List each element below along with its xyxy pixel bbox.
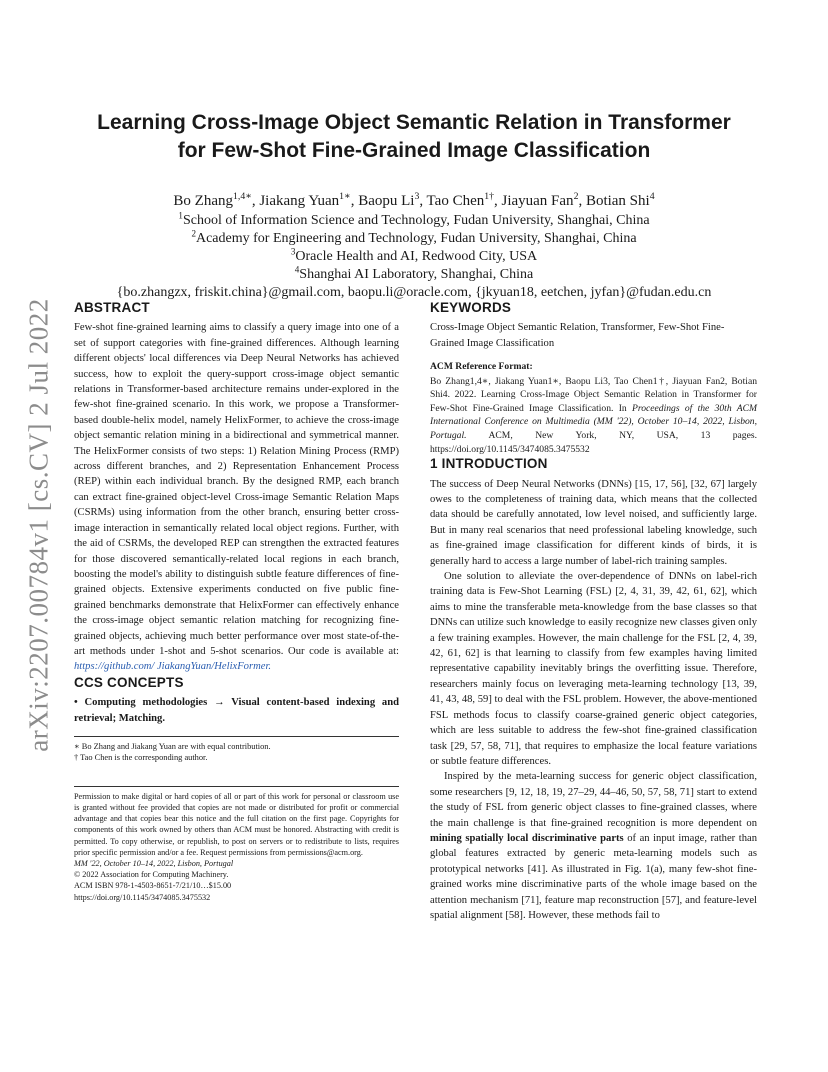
doi-line: https://doi.org/10.1145/3474085.3475532 [74,892,211,902]
author-sup: 1† [484,191,494,202]
copyright-line: © 2022 Association for Computing Machinery. [74,870,229,880]
affiliation: $^2$Academy for Engineering and Technology, Fudan University, Shanghai, China [191,228,637,246]
author-list: Bo Zhang$^{1,4∗}$, Jiakang Yuan$^{1∗}$, Baopu Li$^3$, Tao Chen$^{1\dagger}$, Jiayuan Fan$^2$, Botian Shi$^4$ [173,191,655,209]
author-sup: 3 [414,191,420,202]
author-sup: 4 [649,191,655,202]
right-column [430,300,757,923]
author-name: Baopu Li [358,193,415,209]
arxiv-id: arXiv:2207.00784v1 [cs.CV] 2 Jul 2022 [23,298,54,752]
paper-title [60,109,768,165]
author-block [60,192,768,302]
author-name: Botian Shi [585,193,650,209]
introduction-heading: 1 INTRODUCTION [430,456,548,472]
abstract-text: Few-shot fine-grained learning aims to classify a query image into one of a set of support categories with fine-grained differences. Although learning different objects' local differences via Deep Neural Networks has achieved success, how to exploit the query-support cross-image object semantic relations in Transformer-based architecture remains under-explored in the few-shot fine-grained scenario. In this work, we propose a Transformer-based double-helix model, namely HelixFormer, to achieve the cross-image object semantic relation mining in a bidirectional and symmetrical manner. The HelixFormer consists of two steps: 1) Relation Mining Process (RMP) across different branches, and 2) Representation Enhancement Process (REP) within each individual branch. By the designed RMP, each branch can extract fine-grained object-level Cross-image Semantic Relation Maps (CSRMs) using information from the other branch, ensuring better cross-image interaction in semantically related local object regions. Further, with the aid of CSRMs, the developed REP can strengthen the extracted features for those discovered semantically-related local regions in each branch, boosting the model's ability to distinguish subtle feature differences of fine-grained objects. Extensive experiments conducted on five public fine-grained benchmarks demonstrate that HelixFormer can effectively enhance the cross-image object semantic relation matching for recognizing fine-grained objects, achieving much better performance over most state-of-the-art methods under 1-shot and 5-shot scenarios. Our code is available at: https://github.com/ JiakangYuan/HelixFormer. [74,322,399,673]
intro-paragraph: One solution to alleviate the over-dependence of DNNs on label-rich training data is Few-Shot Learning (FSL) [2, 4, 31, 39, 42, 61, 62], which aims to mine the transferable meta-knowledge from the base classes so that DNNs can utilize such knowledge to easily recognize new classes given only a few training examples. However, the main challenge for the FSL [2, 4, 39, 42, 61, 62] is that learning to classify from few examples having limited representative capability inevitably brings the overfitting issue. Therefore, researchers mainly focus on leveraging meta-learning technology [13, 39, 41, 43, 48, 59] to deal with the FSL problem. However, the above-mentioned FSL methods focus to classify coarse-grained generic object categories, which are less suitable to address the few-shot fine-grained classification task [29, 57, 58, 71], that requires to emphasize the local feature variations or subtle feature differences. [430,571,757,767]
author-name: Bo Zhang [173,193,233,209]
footnote: † Tao Chen is the corresponding author. [74,753,208,763]
author-name: Jiayuan Fan [501,193,574,209]
ccs-heading: CCS CONCEPTS [74,674,184,690]
footnote: ∗ Bo Zhang and Jiakang Yuan are with equal contribution. [74,741,271,751]
affiliation: $^3$Oracle Health and AI, Redwood City, USA [290,246,538,264]
copyright-block [74,791,399,903]
author-name: Tao Chen [426,193,485,209]
affiliation: $^1$School of Information Science and Technology, Fudan University, Shanghai, China [178,210,650,228]
title-line-2: for Few-Shot Fine-Grained Image Classification [177,139,651,162]
author-sup: 1,4∗ [233,191,252,202]
venue-line: MM '22, October 10–14, 2022, Lisbon, Portugal [74,859,234,868]
author-sup: 2 [573,191,579,202]
author-emails: {bo.zhangzx, friskit.china}@gmail.com, baopu.li@oracle.com, {jkyuan18, eetchen, jyfan}@fudan.edu.cn [116,285,712,300]
intro-paragraph: The success of Deep Neural Networks (DNNs) [15, 17, 56], [32, 67] largely owes to the completeness of training data, which means that the collected data should be carefully annotated, low level noised, and sufficiently large. But in many real scenarios that need professional labeling knowledge, such as fine-grained image classification for different kinds of birds, it is generally hard to access a large number of label-rich training samples. [430,478,757,567]
left-column [74,300,399,903]
title-line-1: Learning Cross-Image Object Semantic Relation in Transformer [97,111,731,134]
isbn-line: ACM ISBN 978-1-4503-8651-7/21/10…$15.00 [74,881,232,891]
intro-paragraph: Inspired by the meta-learning success for generic object classification, some researchers [9, 12, 18, 19, 27–29, 44–46, 50, 57, 58, 71] start to extend the study of FSL from generic object classes to fine-grained classes, where the main challenge is that fine-grained recognition is more dependent on mining spatially local discriminative parts of an input image, rather than global features extracted by generic meta-learning models such as prototypical networks [41]. As illustrated in Fig. 1(a), many few-shot fine-grained works mine discriminative parts of the whole image based on the attention mechanism [71], feature map reconstruction [57], and feature-level spatial alignment [58]. However, these methods fail to [430,771,757,921]
ccs-text: • Computing methodologies → Visual content-based indexing and retrieval; Matching. [74,697,399,724]
code-link[interactable]: https://github.com/ JiakangYuan/HelixFormer. [74,661,272,673]
copyright-rule [74,786,399,787]
abstract-heading: ABSTRACT [74,300,150,315]
author-sup: 1∗ [339,191,351,202]
acm-reference: Bo Zhang1,4∗, Jiakang Yuan1∗, Baopu Li3, Tao Chen1†, Jiayuan Fan2, Botian Shi4. 2022. Learning Cross-Image Object Semantic Relation in Transformer for Few-Shot Fine-Grained Image Classification. In Proceedings of the 30th ACM International Conference on Multimedia (MM '22), October 10–14, 2022, Lisbon, Portugal. ACM, New York, NY, USA, 13 pages. https://doi.org/10.1145/3474085.3475532 [430,375,757,455]
affiliation: $^4$Shanghai AI Laboratory, Shanghai, China [294,264,534,282]
author-name: Jiakang Yuan [259,193,340,209]
arxiv-stamp [16,300,62,750]
permission-notice: Permission to make digital or hard copies of all or part of this work for personal or classroom use is granted without fee provided that copies are not made or distributed for profit or commercial advantage and that copies bear this notice and the full citation on the first page. Copyrights for components of this work owned by others than ACM must be honored. Abstracting with credit is permitted. To copy otherwise, or republish, to post on servers or to redistribute to lists, requires prior specific permission and/or a fee. Request permissions from permissions@acm.org. [74,791,399,857]
acm-reference-heading: ACM Reference Format: [430,361,533,373]
footnote-rule [74,736,399,737]
keywords-text: Cross-Image Object Semantic Relation, Transformer, Few-Shot Fine-Grained Image Classification [430,322,725,349]
keywords-heading: KEYWORDS [430,300,512,315]
